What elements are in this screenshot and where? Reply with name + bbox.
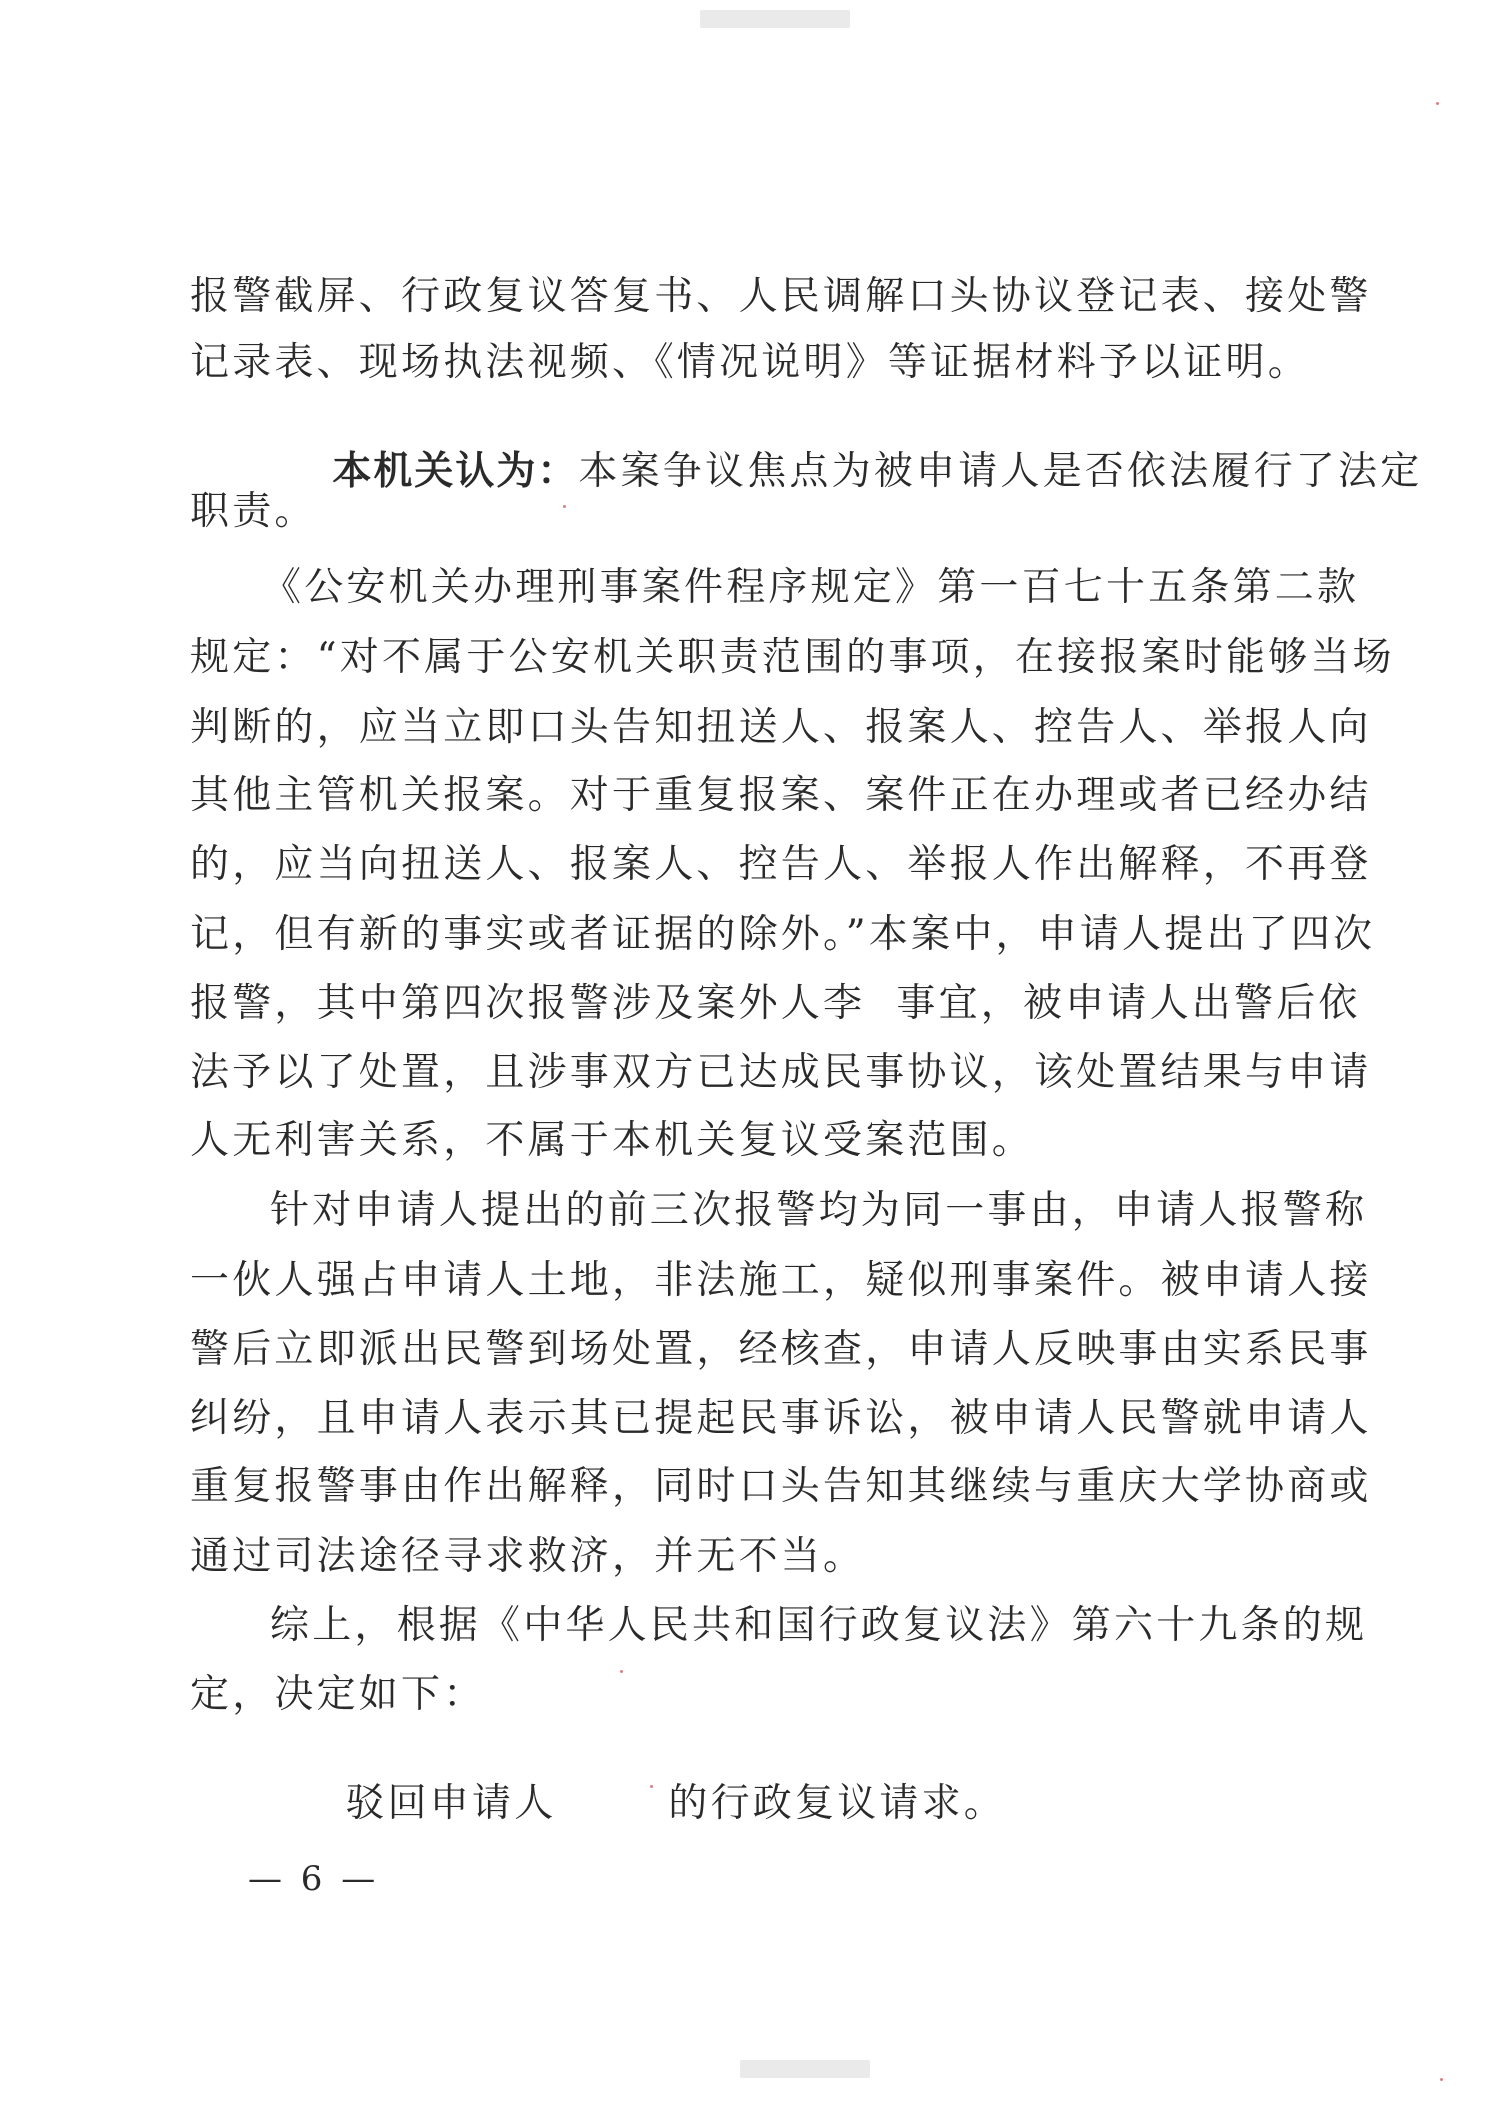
body-line: 《公安机关办理刑事案件程序规定》第一百七十五条第二款 [262, 565, 1360, 610]
body-line: 法予以了处置，且涉事双方已达成民事协议，该处置结果与申请 [190, 1050, 1372, 1095]
body-line: 记，但有新的事实或者证据的除外。”本案中，申请人提出了四次 [190, 912, 1376, 957]
body-line: 人无利害关系，不属于本机关复议受案范围。 [190, 1118, 1035, 1163]
body-line: 警后立即派出民警到场处置，经核查，申请人反映事由实系民事 [190, 1327, 1372, 1372]
finding-line [270, 413, 1422, 530]
decision-part2: 的行政复议请求。 [668, 1781, 1007, 1826]
body-line: 定，决定如下： [190, 1672, 486, 1717]
scan-artifact-bottom [740, 2060, 870, 2078]
body-line: 纠纷，且申请人表示其已提起民事诉讼，被申请人民警就申请人 [190, 1396, 1372, 1441]
body-line: 通过司法途径寻求救济，并无不当。 [190, 1534, 866, 1579]
body-line: 一伙人强占申请人土地，非法施工，疑似刑事案件。被申请人接 [190, 1258, 1372, 1303]
scan-dot [1440, 2078, 1443, 2081]
body-line: 报警截屏、行政复议答复书、人民调解口头协议登记表、接处警 [190, 274, 1372, 319]
body-line: 判断的，应当立即口头告知扭送人、报案人、控告人、举报人向 [190, 705, 1372, 750]
body-line: 的，应当向扭送人、报案人、控告人、举报人作出解释，不再登 [190, 842, 1372, 887]
decision-line [283, 1745, 1006, 1862]
finding-label: 本机关认为： [332, 449, 579, 494]
body-line: 规定：“对不属于公安机关职责范围的事项，在接报案时能够当场 [190, 635, 1395, 680]
scan-dot [620, 1670, 623, 1673]
body-line: 针对申请人提出的前三次报警均为同一事由，申请人报警称 [270, 1188, 1368, 1233]
body-line: 其他主管机关报案。对于重复报案、案件正在办理或者已经办结 [190, 773, 1372, 818]
finding-text: 本案争议焦点为被申请人是否依法履行了法定 [578, 449, 1423, 494]
page-number: — 6 — [248, 1859, 380, 1899]
body-line: 综上，根据《中华人民共和国行政复议法》第六十九条的规 [270, 1603, 1368, 1648]
body-line: 职责。 [190, 489, 317, 534]
scan-dot [1436, 102, 1439, 105]
scan-artifact-top [700, 10, 850, 28]
decision-part1: 驳回申请人 [345, 1781, 557, 1826]
body-line: 重复报警事由作出解释，同时口头告知其继续与重庆大学协商或 [190, 1464, 1372, 1509]
body-line: 报警，其中第四次报警涉及案外人李 事宜，被申请人出警后依 [190, 981, 1361, 1026]
body-line: 记录表、现场执法视频、《情况说明》等证据材料予以证明。 [190, 340, 1310, 385]
